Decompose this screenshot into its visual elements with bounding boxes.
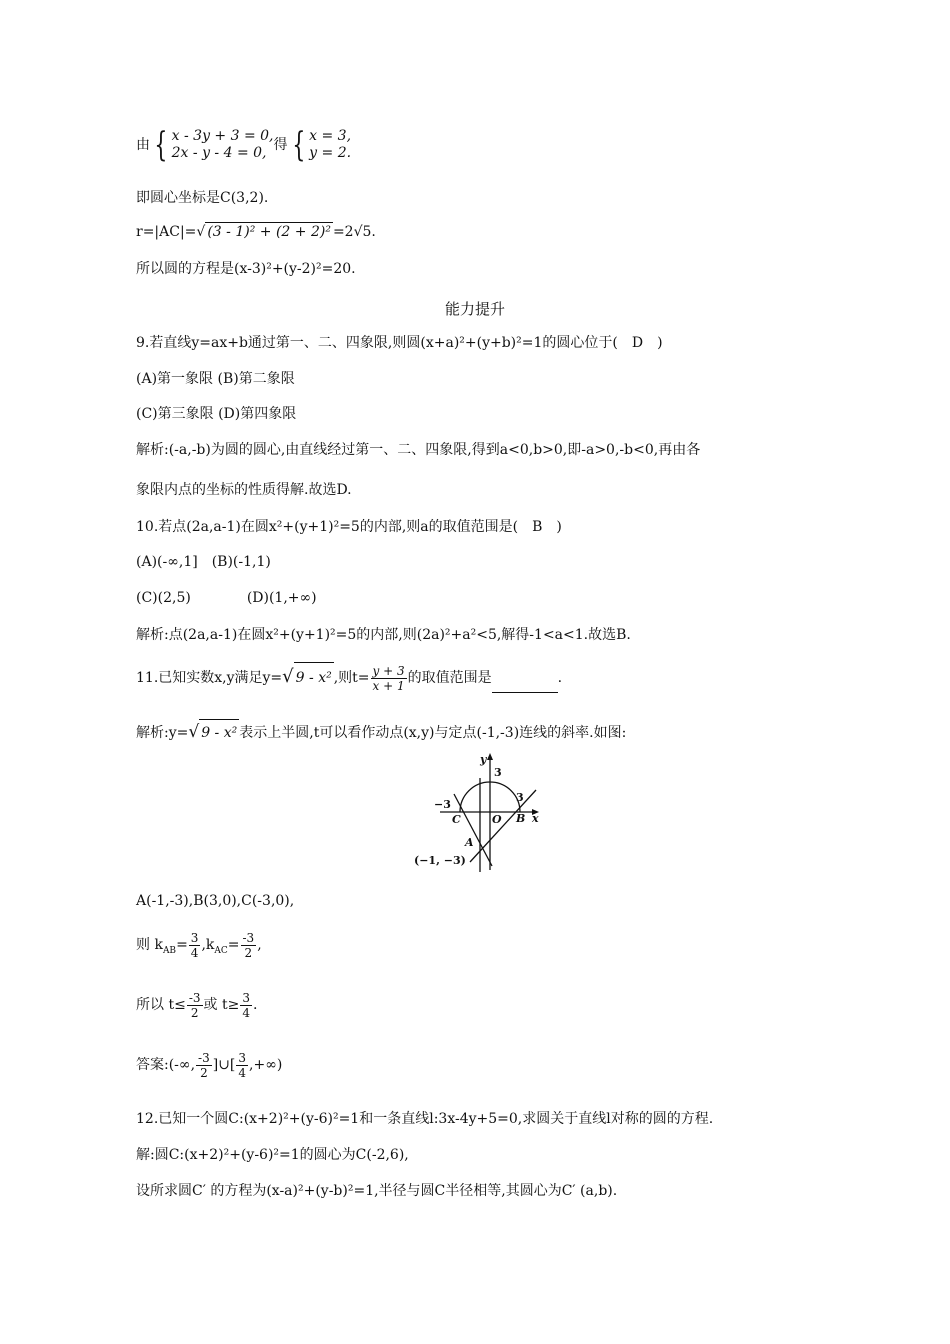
question-10-solution: 解析:点(2a,a-1)在圆x²+(y+1)²=5的内部,则(2a)²+a²<5,解得-1<a<1.故选B. [136,627,631,643]
t-num-1: -3 [188,990,201,1005]
answer-den-1: 2 [200,1065,208,1080]
q11-solution-b: 表示上半圆,t可以看作动点(x,y)与定点(-1,-3)连线的斜率.如图: [239,725,627,741]
question-9-options-1: (A)第一象限 (B)第二象限 [136,371,295,387]
k-ac-sub: AC [214,945,228,956]
system-sol-1: x = 3, [309,128,352,144]
t-range-end: . [252,997,258,1013]
k-ab-den: 4 [190,945,199,960]
system-eq-1: x - 3y + 3 = 0, [171,128,274,144]
center-text: 即圆心坐标是C(3,2). [136,190,269,206]
answer-line [136,1050,282,1080]
question-11-radicand: 9 - x² [294,662,334,693]
question-11: 11.已知实数x,y满足y=√ 9 - x² ,则t= $\frac{y + 3}{x + 1}$ 的取值范围是 . [136,663,563,693]
points-line: A(-1,-3),B(3,0),C(-3,0), [136,893,295,909]
point-c-label: C [452,813,461,826]
answer-prefix: 答案:(-∞, [136,1057,196,1073]
slopes-line [136,930,262,966]
question-12-solution-1: 解:圆C:(x+2)²+(y-6)²=1的圆心为C(-2,6), [136,1147,409,1163]
k-ac-den: 2 [244,945,253,960]
question-11-fraction [371,664,407,693]
system-equations [172,128,274,162]
q11-solution-radicand: 9 - x² [199,719,239,746]
system-eq-2: 2x - y - 4 = 0, [171,145,267,161]
t-fraction-2 [240,991,252,1020]
slopes-eq-1: = [176,937,188,953]
t-num-2: 3 [242,990,250,1005]
semicircle-figure [412,752,547,876]
slopes-end: , [257,937,262,953]
slopes-mid: ,k [201,937,215,953]
question-9-solution-2: 象限内点的坐标的性质得解.故选D. [136,482,352,498]
answer-end: ,+∞) [249,1057,283,1073]
question-12: 12.已知一个圆C:(x+2)²+(y-6)²=1和一条直线l:3x-4y+5=0,求圆关于直线l对称的圆的方程. [136,1111,714,1127]
origin-label: O [492,813,502,826]
radius-line: r=|AC|=√ (3 - 1)² + (2 + 2)² =2√5. [136,224,376,240]
k-ac-fraction [241,931,257,960]
fraction-denominator: x + 1 [372,678,405,693]
system-sol-2: y = 2. [309,145,352,161]
t-den-2: 4 [242,1005,250,1020]
radius-radicand: (3 - 1)² + (2 + 2)² [207,224,331,240]
answer-num-1: -3 [198,1050,210,1065]
slopes-prefix: 则 k [136,937,163,953]
question-11-end: . [557,670,563,686]
slopes-eq-2: = [227,937,240,953]
k-ac-num: -3 [242,930,255,945]
t-range-prefix: 所以 t≤ [136,997,186,1013]
answer-num-2: 3 [238,1050,247,1065]
question-11-text-b: ,则t= [333,670,370,686]
circle-equation: 所以圆的方程是(x-3)²+(y-2)²=20. [136,261,356,277]
answer-den-2: 4 [238,1065,247,1080]
point-b-label: B [516,812,526,825]
system-intro: 由 [136,137,150,153]
system-solution [309,128,351,162]
y-axis-arrow [487,753,493,760]
answer-blank [492,678,558,693]
k-ab-sub: AB [162,945,177,956]
question-12-solution-2: 设所求圆C′ 的方程为(x-a)²+(y-b)²=1,半径与圆C半径相等,其圆心为C′ (a,b). [136,1183,618,1199]
t-fraction-1 [187,991,203,1020]
question-11-solution: 解析:y=√ 9 - x² 表示上半圆,t可以看作动点(x,y)与定点(-1,-3)连线的斜率.如图: [136,719,626,746]
t-range-line [136,990,257,1020]
question-10-options-1: (A)(-∞,1] (B)(-1,1) [136,554,271,570]
label-neg-3: −3 [434,798,451,811]
question-9-solution-1: 解析:(-a,-b)为圆的圆心,由直线经过第一、二、四象限,得到a<0,b>0,即-a>0,-b<0,再由各 [136,442,701,458]
k-ab-fraction [189,931,201,960]
answer-mid: ]∪[ [212,1057,236,1073]
question-9: 9.若直线y=ax+b通过第一、二、四象限,则圆(x+a)²+(y+b)²=1的圆心位于( D ) [136,335,663,351]
y-axis-label: y [480,753,487,766]
answer-fraction-1 [196,1051,212,1080]
q11-solution-a: 解析:y= [136,725,189,741]
radius-prefix: r=|AC|= [136,224,197,240]
radius-result: =2√5. [332,224,376,240]
point-a-coords: (−1, −3) [414,854,466,867]
question-11-text-a: 11.已知实数x,y满足y= [136,670,283,686]
label-right-3: 3 [516,791,524,804]
equation-system: 由 { x - 3y + 3 = 0, 2x - y - 4 = 0, 得 { x = 3, y = 2. [136,125,352,165]
section-title: 能力提升 [444,300,505,318]
question-11-text-c: 的取值范围是 [407,670,492,686]
question-9-options-2: (C)第三象限 (D)第四象限 [136,406,297,422]
label-top-3: 3 [494,766,502,779]
question-10: 10.若点(2a,a-1)在圆x²+(y+1)²=5的内部,则a的取值范围是( B ) [136,519,562,535]
t-range-mid: 或 t≥ [203,997,240,1013]
point-a-label: A [465,836,474,849]
answer-fraction-2 [236,1051,248,1080]
t-den-1: 2 [190,1005,199,1020]
fraction-numerator: y + 3 [372,663,405,678]
k-ab-num: 3 [190,930,199,945]
x-axis-label: x [532,812,539,825]
question-10-options-2: (C)(2,5) (D)(1,+∞) [136,590,317,606]
system-mid: 得 [273,137,288,153]
